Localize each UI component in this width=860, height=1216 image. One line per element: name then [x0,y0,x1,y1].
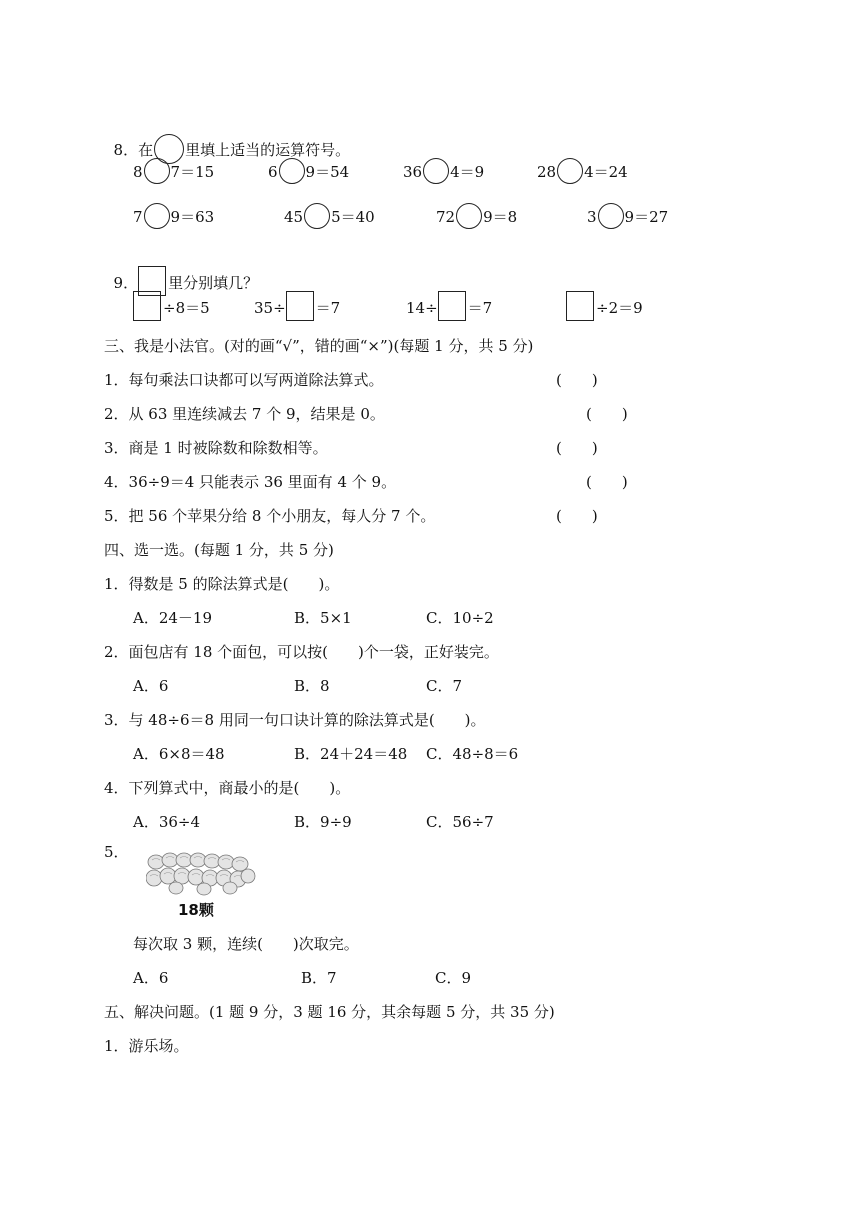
choice-question: 1．得数是 5 的除法算式是( )。 [104,575,340,593]
choice-option[interactable]: C．7 [426,677,463,695]
judge-item: 5．把 56 个苹果分给 8 个小朋友，每人分 7 个。 [104,507,436,525]
choice-option[interactable]: B．8 [294,677,330,695]
choice-option[interactable]: C．48÷8＝6 [426,745,519,763]
fill-box[interactable] [566,291,594,321]
judge-mark[interactable]: ( ) [556,507,598,525]
choice-question: 2．面包店有 18 个面包，可以按( )个一袋，正好装完。 [104,643,499,661]
operator-circle[interactable] [456,203,482,229]
q9-prompt [104,252,258,296]
q5-number: 5． [104,843,129,861]
fill-box[interactable] [438,291,466,321]
section3-title: 三、我是小法官。(对的画“√”，错的画“×”)(每题 1 分，共 5 分) [104,337,534,355]
q8-equation: 6 9＝54 [268,162,349,184]
q8-equation: 45 5＝40 [284,207,375,229]
judge-item: 1．每句乘法口诀都可以写两道除法算式。 [104,371,384,389]
q8-equation: 28 4＝24 [537,162,628,184]
q8-number: 8． [113,141,139,159]
q8-equation: 7 9＝63 [133,207,214,229]
section4-title: 四、选一选。(每题 1 分，共 5 分) [104,541,334,559]
choice-option[interactable]: C．56÷7 [426,813,494,831]
choice-option[interactable]: B．9÷9 [294,813,352,831]
choice-option[interactable]: B．7 [301,969,337,987]
operator-circle[interactable] [423,158,449,184]
choice-option[interactable]: C．9 [435,969,472,987]
q8-pre: 在 [138,141,154,159]
choice-question: 4．下列算式中，商最小的是( )。 [104,779,351,797]
q9-number: 9． [113,274,139,292]
operator-circle[interactable] [144,203,170,229]
judge-mark[interactable]: ( ) [556,439,598,457]
choice-question: 每次取 3 颗，连续( )次取完。 [133,935,359,953]
operator-circle[interactable] [144,158,170,184]
choice-option[interactable]: A．6 [133,969,169,987]
choice-option[interactable]: A．24－19 [133,609,213,627]
choice-option[interactable]: A．6×8＝48 [133,745,225,763]
chestnuts-icon [146,848,256,898]
q9-equation: 14÷ ＝7 [406,297,492,321]
q8-equation: 36 4＝9 [403,162,484,184]
q8-instruction: 里填上适当的运算符号。 [185,141,351,159]
judge-mark[interactable]: ( ) [586,473,628,491]
q9-equation: ÷8＝5 [133,297,210,321]
q8-equation: 3 9＝27 [587,207,668,229]
chestnut-caption: 18颗 [178,901,214,919]
choice-option[interactable]: A．36÷4 [133,813,201,831]
judge-item: 2．从 63 里连续减去 7 个 9，结果是 0。 [104,405,385,423]
fill-box[interactable] [133,291,161,321]
operator-circle[interactable] [598,203,624,229]
operator-circle[interactable] [557,158,583,184]
choice-option[interactable]: B．24＋24＝48 [294,745,408,763]
problem-item: 1．游乐场。 [104,1037,189,1055]
q9-equation: 35÷ ＝7 [254,297,340,321]
choice-option[interactable]: B．5×1 [294,609,352,627]
section5-title: 五、解决问题。(1 题 9 分，3 题 16 分，其余每题 5 分，共 35 分) [104,1003,555,1021]
judge-mark[interactable]: ( ) [556,371,598,389]
q8-equation: 72 9＝8 [436,207,517,229]
q9-equation: ÷2＝9 [566,297,643,321]
operator-circle[interactable] [279,158,305,184]
q9-instruction: 里分别填几？ [168,274,259,292]
q8-prompt [104,118,350,164]
judge-mark[interactable]: ( ) [586,405,628,423]
operator-circle[interactable] [304,203,330,229]
fill-box[interactable] [286,291,314,321]
judge-item: 4．36÷9＝4 只能表示 36 里面有 4 个 9。 [104,473,397,491]
judge-item: 3．商是 1 时被除数和除数相等。 [104,439,328,457]
q8-equation: 8 7＝15 [133,162,214,184]
choice-question: 3．与 48÷6＝8 用同一句口诀计算的除法算式是( )。 [104,711,486,729]
choice-option[interactable]: C．10÷2 [426,609,494,627]
choice-option[interactable]: A．6 [133,677,169,695]
